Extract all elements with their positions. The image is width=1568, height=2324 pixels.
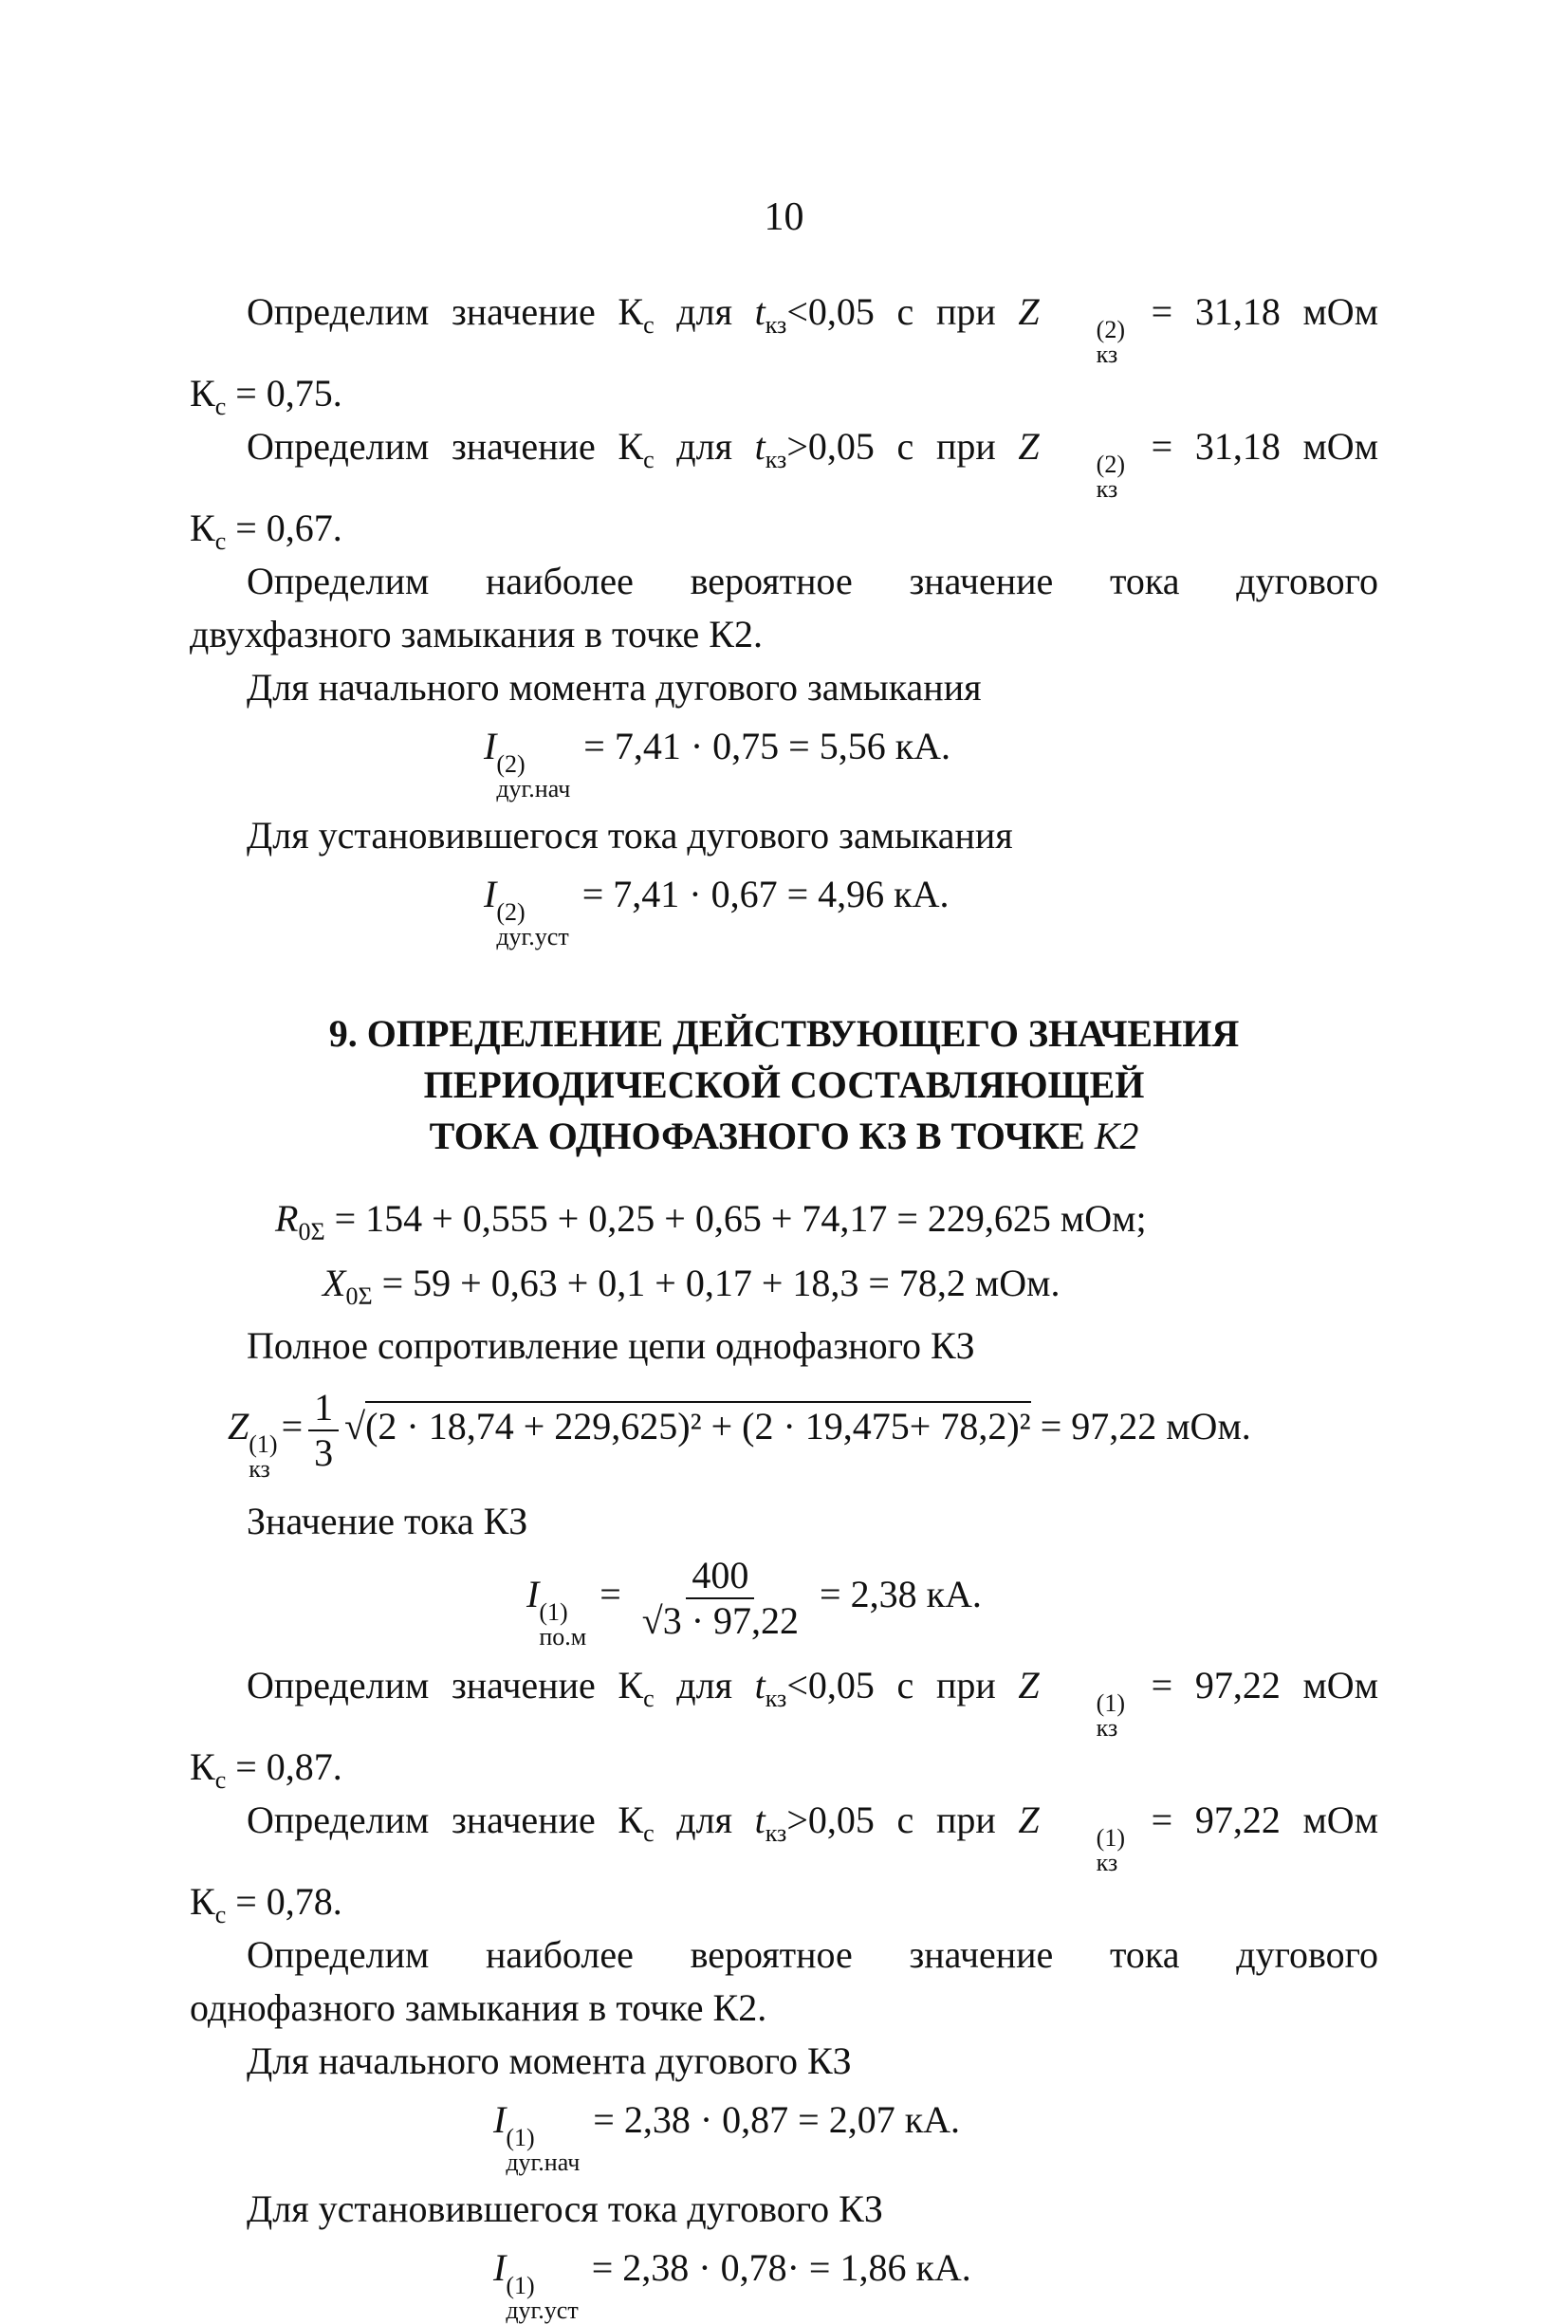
equation-arc-initial-1ph: I (1) дуг.нач = 2,38 · 0,87 = 2,07 кА. — [493, 2098, 961, 2177]
equation-i-pom: I (1) по.м = $\frac{400}{√3 \cdot 97,22}$ = 2,38 кА. — [526, 1554, 982, 1651]
kc-value-2: $К_с = 0,67$. — [190, 507, 342, 555]
kc-value-4: $К_с = 0,78$. — [190, 1880, 342, 1929]
kc-value-1: $К_с = 0,75$. — [190, 372, 342, 420]
equation-r0-sum: $R_{0\Sigma} = 154 + 0,555 + 0,25 + 0,65 + 74,17 = 229,625$ мОм; — [275, 1197, 1147, 1245]
page-number: 10 — [764, 195, 804, 239]
paragraph-initial-moment-1ph: Для начального момента дугового КЗ — [247, 2039, 852, 2083]
paragraph-probable-value-2ph-line2: двухфазного замыкания в точке К2. — [190, 613, 763, 655]
equation-zkz-1ph: Z (1) кз = $\frac{1}{3}$ √(2 · 18,74 + 229,625)² + (2 · 19,475+ 78,2)² = 97,22 мОм. — [228, 1386, 1251, 1484]
equation-x0-sum: $X_{0\Sigma} = 59 + 0,63 + 0,1 + 0,17 + 18,3 = 78,2$ мОм. — [323, 1262, 1061, 1310]
paragraph-kc-condition-1: Определим значение $К_с$ для $t_{кз}<0,05$ с при Z (2) кз = 31,18 мОм — [247, 290, 1378, 368]
equation-arc-initial-2ph: I (2) дуг.нач = 7,41 · 0,75 = 5,56 кА. — [484, 725, 951, 802]
paragraph-full-impedance: Полное сопротивление цепи однофазного КЗ — [247, 1324, 975, 1367]
equation-arc-steady-2ph: I (2) дуг.уст = 7,41 · 0,67 = 4,96 кА. — [484, 873, 950, 950]
paragraph-steady-1ph: Для установившегося тока дугового КЗ — [247, 2187, 883, 2231]
paragraph-steady-2ph: Для установившегося тока дугового замыкания — [247, 814, 1013, 857]
paragraph-probable-value-1ph-line1: Определим наиболее вероятное значение тока дугового — [247, 1933, 1378, 1977]
paragraph-probable-value-1ph-line2: однофазного замыкания в точке К2. — [190, 1986, 767, 2030]
paragraph-kc-condition-2: Определим значение $К_с$ для $t_{кз}>0,05$ с при Z (2) кз = 31,18 мОм — [247, 425, 1378, 503]
paragraph-kc-condition-3: Определим значение $К_с$ для $t_{кз}<0,05$ с при Z (1) кз = 97,22 мОм — [247, 1664, 1378, 1743]
paragraph-current-value: Значение тока КЗ — [247, 1500, 528, 1543]
paragraph-initial-moment-2ph: Для начального момента дугового замыкания — [247, 666, 982, 709]
kc-value-3: $К_с = 0,87$. — [190, 1745, 342, 1795]
paragraph-kc-condition-4: Определим значение $К_с$ для $t_{кз}>0,05$ с при Z (1) кз = 97,22 мОм — [247, 1798, 1378, 1877]
section-heading: 9. ОПРЕДЕЛЕНИЕ ДЕЙСТВУЮЩЕГО ЗНАЧЕНИЯ ПЕРИОДИЧЕСКОЙ СОСТАВЛЯЮЩЕЙ ТОКА ОДНОФАЗНОГО КЗ В ТОЧКЕ К2 — [328, 1012, 1240, 1157]
equation-arc-steady-1ph: I (1) дуг.уст = 2,38 · 0,78· = 1,86 кА. — [493, 2246, 971, 2324]
paragraph-probable-value-2ph-line1: Определим наиболее вероятное значение тока дугового — [247, 560, 1378, 602]
